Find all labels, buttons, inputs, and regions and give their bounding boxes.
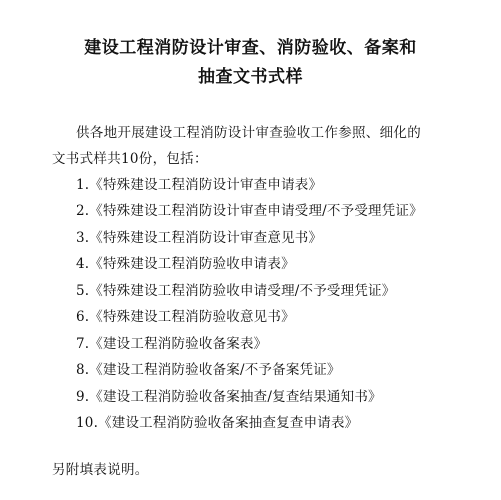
list-item-7: 7.《建设工程消防验收备案表》 <box>76 336 268 352</box>
document-title-line-2: 抽查文书式样 <box>198 67 303 87</box>
list-item-9: 9.《建设工程消防验收备案抽查/复查结果通知书》 <box>76 389 382 405</box>
list-item-5: 5.《特殊建设工程消防验收申请受理/不予受理凭证》 <box>76 283 396 299</box>
intro-paragraph-line-1: 供各地开展建设工程消防设计审查验收工作参照、细化的 <box>76 125 421 141</box>
list-item-1: 1.《特殊建设工程消防设计审查申请表》 <box>76 177 323 193</box>
list-item-3: 3.《特殊建设工程消防设计审查意见书》 <box>76 230 323 246</box>
list-item-4: 4.《特殊建设工程消防验收申请表》 <box>76 256 295 272</box>
list-item-6: 6.《特殊建设工程消防验收意见书》 <box>76 309 295 325</box>
list-item-8: 8.《建设工程消防验收备案/不予备案凭证》 <box>76 362 341 378</box>
list-item-10: 10.《建设工程消防验收备案抽查复查申请表》 <box>76 415 359 431</box>
list-item-2: 2.《特殊建设工程消防设计审查申请受理/不予受理凭证》 <box>76 203 423 219</box>
document-title-line-1: 建设工程消防设计审查、消防验收、备案和 <box>84 38 417 58</box>
closing-note: 另附填表说明。 <box>52 462 149 478</box>
intro-paragraph-line-2: 文书式样共10份，包括： <box>52 151 208 167</box>
